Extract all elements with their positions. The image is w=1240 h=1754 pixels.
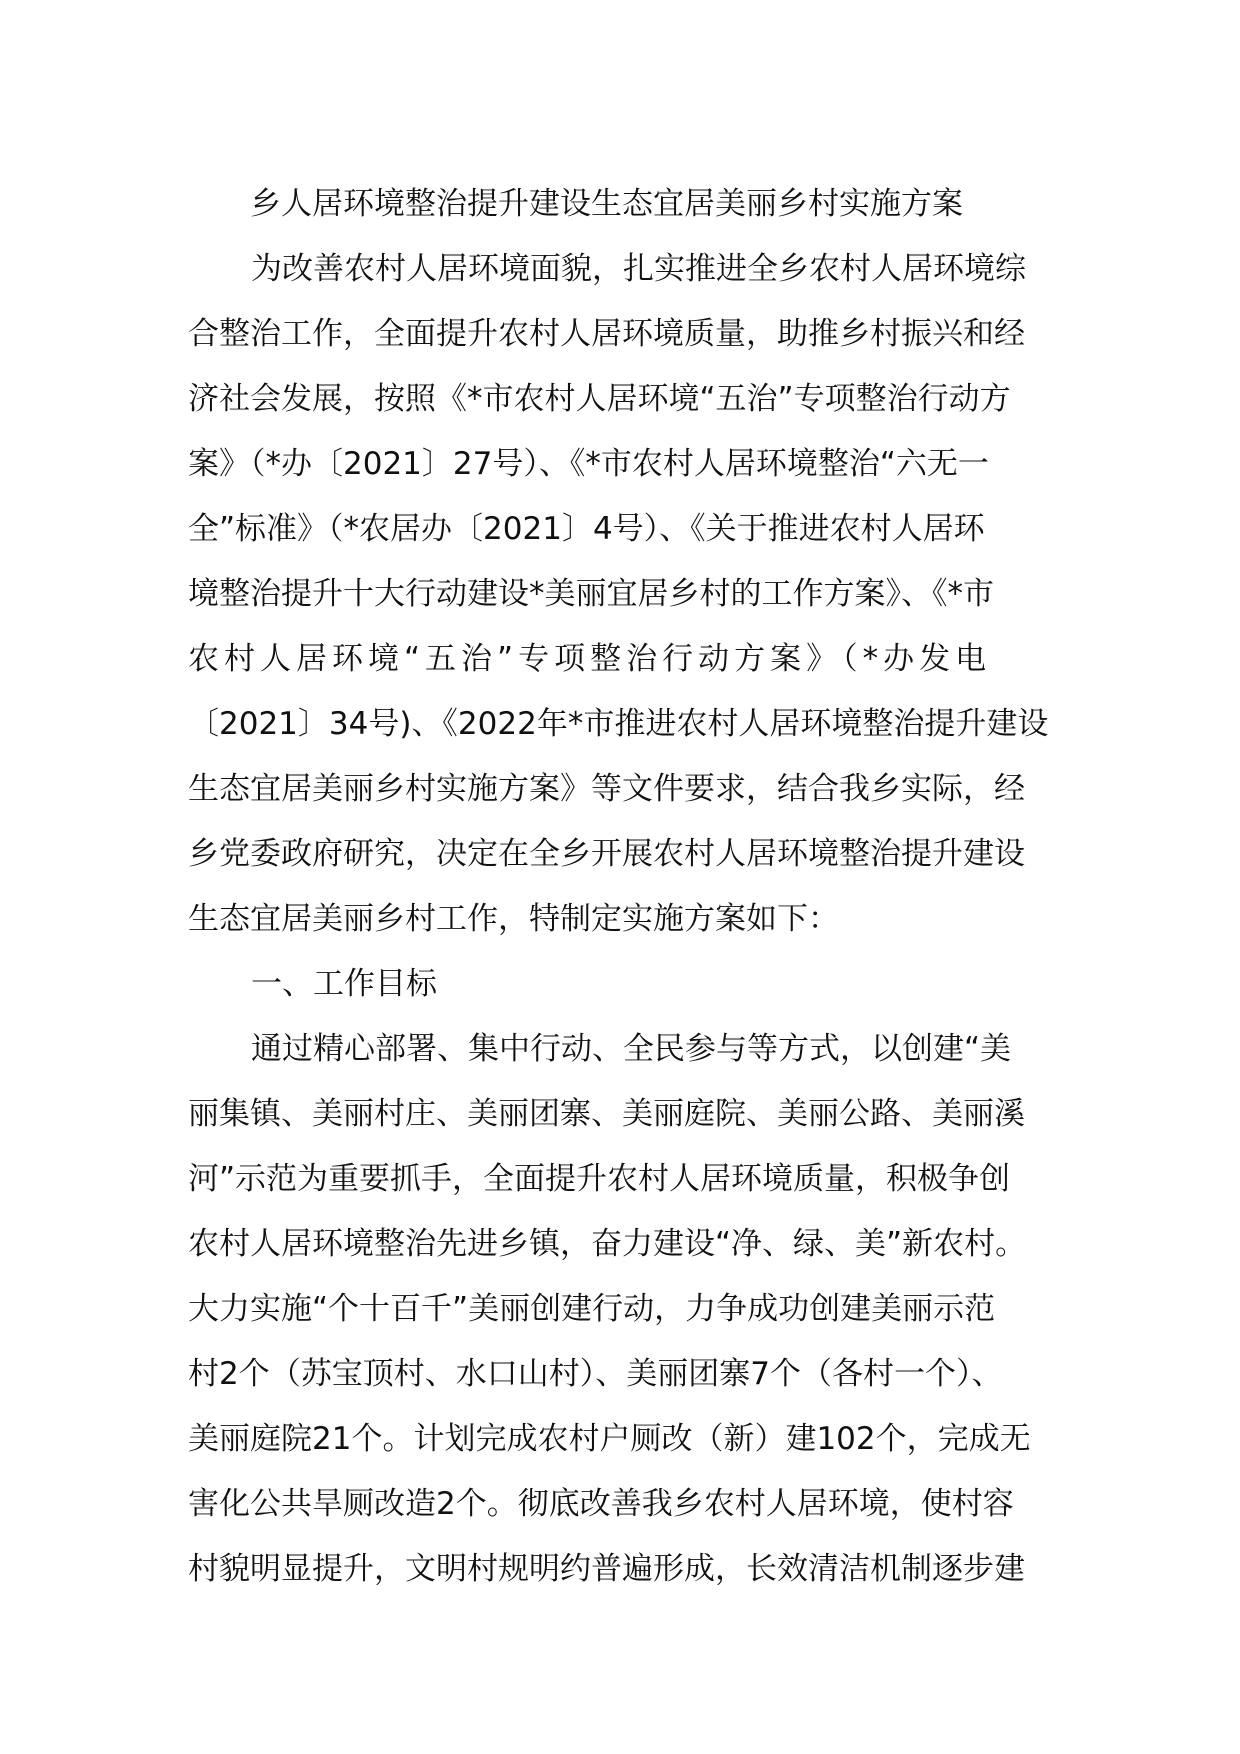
text-line: 生态宜居美丽乡村工作，特制定实施方案如下： (188, 901, 839, 937)
text-line: 〔2021〕34号)、《2022年*市推进农村人居环境整治提升建设 (188, 706, 1049, 742)
document-body (188, 172, 1056, 1602)
text-line: 境整治提升十大行动建设*美丽宜居乡村的工作方案》、《*市 (188, 576, 994, 612)
text-line: 害化公共旱厕改造2个。彻底改善我乡农村人居环境，使村容 (188, 1486, 1014, 1522)
text-line: 村2个（苏宝顶村、水口山村）、美丽团寨7个（各村一个）、 (188, 1356, 1003, 1392)
section-heading: 一、工作目标 (251, 966, 437, 1002)
document-title: 乡人居环境整治提升建设生态宜居美丽乡村实施方案 (250, 186, 963, 222)
text-line: 全”标准》（*农居办〔2021〕4号）、《关于推进农村人居环 (188, 511, 985, 547)
text-line: 村貌明显提升，文明村规明约普遍形成，长效清洁机制逐步建 (188, 1551, 1025, 1587)
text-line: 农村人居环境“五治”专项整治行动方案》（*办发电 (188, 641, 992, 677)
text-line: 大力实施“个十百千”美丽创建行动，力争成功创建美丽示范 (188, 1291, 996, 1327)
text-line: 案》（*办〔2021〕27号）、《*市农村人居环境整治“六无一 (188, 446, 989, 482)
text-line: 农村人居环境整治先进乡镇，奋力建设“净、绿、美”新农村。 (188, 1226, 1027, 1262)
text-line: 河”示范为重要抓手，全面提升农村人居环境质量，积极争创 (188, 1161, 1011, 1197)
text-line: 乡党委政府研究，决定在全乡开展农村人居环境整治提升建设 (188, 836, 1025, 872)
intro-paragraph (188, 237, 1056, 952)
text-line: 丽集镇、美丽村庄、美丽团寨、美丽庭院、美丽公路、美丽溪 (188, 1096, 1025, 1132)
text-line: 为改善农村人居环境面貌，扎实推进全乡农村人居环境综 (251, 251, 1026, 287)
text-line: 合整治工作，全面提升农村人居环境质量，助推乡村振兴和经 (188, 316, 1025, 352)
text-line: 济社会发展，按照《*市农村人居环境“五治”专项整治行动方 (188, 381, 1011, 417)
text-line: 生态宜居美丽乡村实施方案》等文件要求，结合我乡实际，经 (188, 771, 1025, 807)
text-line: 通过精心部署、集中行动、全民参与等方式，以创建“美 (251, 1031, 1012, 1067)
goal-paragraph (188, 1017, 1056, 1602)
text-line: 美丽庭院21个。计划完成农村户厕改（新）建102个，完成无 (188, 1421, 1031, 1457)
